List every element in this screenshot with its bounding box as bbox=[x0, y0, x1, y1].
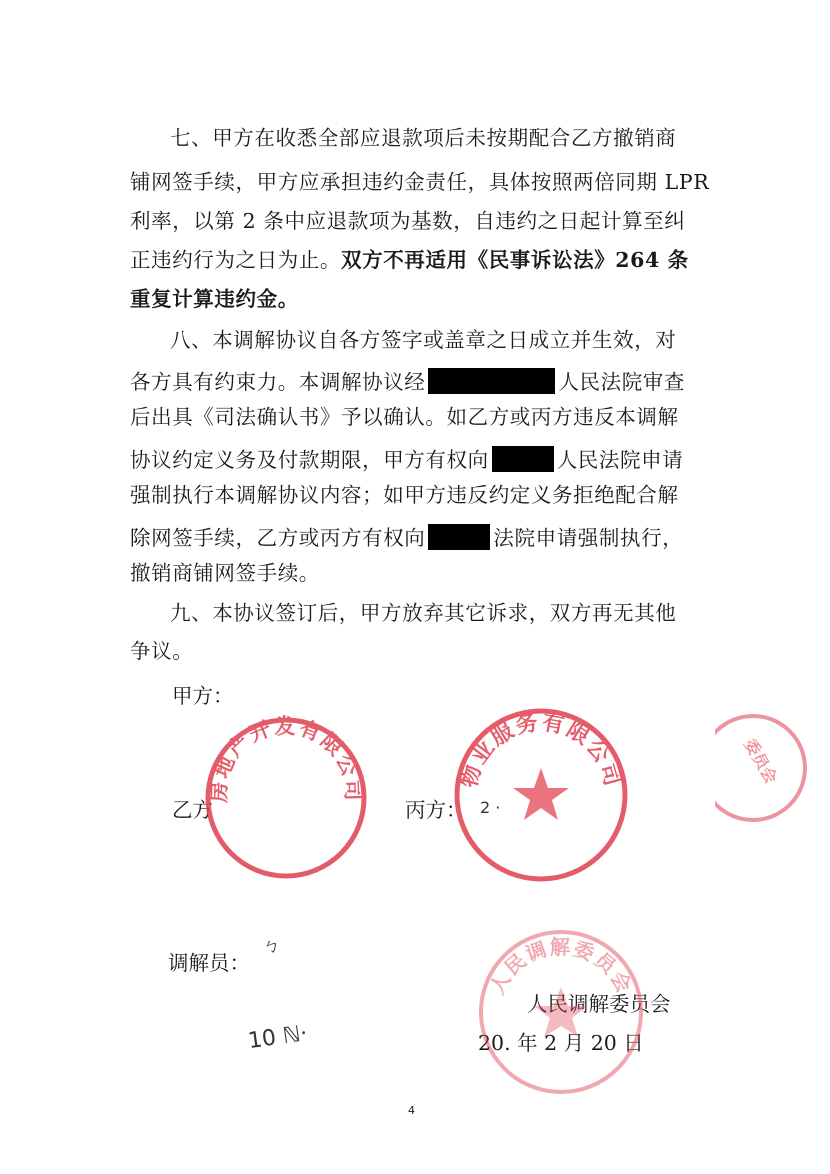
seal-4-text: 委员会 bbox=[740, 735, 781, 787]
clause-7-line-4 bbox=[130, 250, 689, 271]
committee-name: 人民调解委员会 bbox=[527, 992, 671, 1016]
clause-7-line-3: 利率，以第 2 条中应退款项为基数，自违约之日起计算至纠 bbox=[130, 209, 686, 233]
company-seal-2 bbox=[452, 706, 630, 884]
seal-1-text: 房地产开发有限公司 bbox=[206, 715, 366, 804]
party-a-label: 甲方： bbox=[172, 684, 234, 708]
handwritten-mark: 2 · bbox=[480, 798, 501, 817]
clause-8-text: 协议约定义务及付款期限，甲方有权向 bbox=[130, 448, 489, 472]
signing-date: 20. 年 2 月 20 日 bbox=[478, 1031, 644, 1055]
clause-8-text: 除网签手续，乙方或丙方有权向 bbox=[130, 526, 426, 550]
party-c-label: 丙方： bbox=[405, 798, 467, 822]
partial-seal-edge bbox=[715, 706, 830, 836]
clause-8-text: 法院申请强制执行， bbox=[493, 526, 684, 550]
clause-7-emphasis: 双方不再适用《民事诉讼法》264 条 bbox=[341, 248, 689, 272]
clause-8-line-6 bbox=[130, 524, 683, 550]
redaction-bar bbox=[492, 446, 554, 472]
svg-text:房地产开发有限公司 bbox=[207, 715, 366, 804]
clause-7-line-1: 七、甲方在收悉全部应退款项后未按期配合乙方撤销商 bbox=[170, 126, 677, 150]
clause-9-line-1: 九、本协议签订后，甲方放弃其它诉求，双方再无其他 bbox=[170, 601, 677, 625]
clause-7-line-2: 铺网签手续，甲方应承担违约金责任，具体按照两倍同期 LPR bbox=[130, 170, 710, 194]
seal-3-text: 人民调解委员会 bbox=[484, 934, 638, 999]
clause-8-text: 人民法院审查 bbox=[558, 370, 686, 394]
redaction-bar bbox=[428, 524, 490, 550]
clause-8-line-3: 后出具《司法确认书》予以确认。如乙方或丙方违反本调解 bbox=[130, 405, 679, 429]
company-seal-1 bbox=[203, 715, 369, 881]
clause-8-text: 人民法院申请 bbox=[556, 448, 684, 472]
clause-8-line-1: 八、本调解协议自各方签字或盖章之日成立并生效，对 bbox=[170, 328, 677, 352]
handwritten-mark: ㄅ bbox=[259, 933, 283, 959]
clause-7-line-5: 重复计算违约金。 bbox=[130, 287, 299, 311]
clause-9-line-2: 争议。 bbox=[130, 639, 194, 663]
clause-8-text: 各方具有约束力。本调解协议经 bbox=[130, 370, 426, 394]
handwritten-mark: 10 ℕ· bbox=[246, 1020, 310, 1055]
party-b-label: 乙方 bbox=[172, 798, 213, 822]
page-number: 4 bbox=[408, 1104, 415, 1117]
clause-8-line-5: 强制执行本调解协议内容；如甲方违反约定义务拒绝配合解 bbox=[130, 483, 679, 507]
mediator-label: 调解员： bbox=[168, 951, 250, 975]
committee-seal bbox=[476, 927, 646, 1097]
clause-8-line-7: 撤销商铺网签手续。 bbox=[130, 561, 320, 585]
seal-2-text: 物业服务有限公司 bbox=[456, 710, 626, 791]
clause-8-line-2 bbox=[130, 368, 685, 394]
redaction-bar bbox=[428, 368, 555, 394]
clause-7-text: 正违约行为之日为止。 bbox=[130, 248, 341, 272]
clause-8-line-4 bbox=[130, 446, 683, 472]
